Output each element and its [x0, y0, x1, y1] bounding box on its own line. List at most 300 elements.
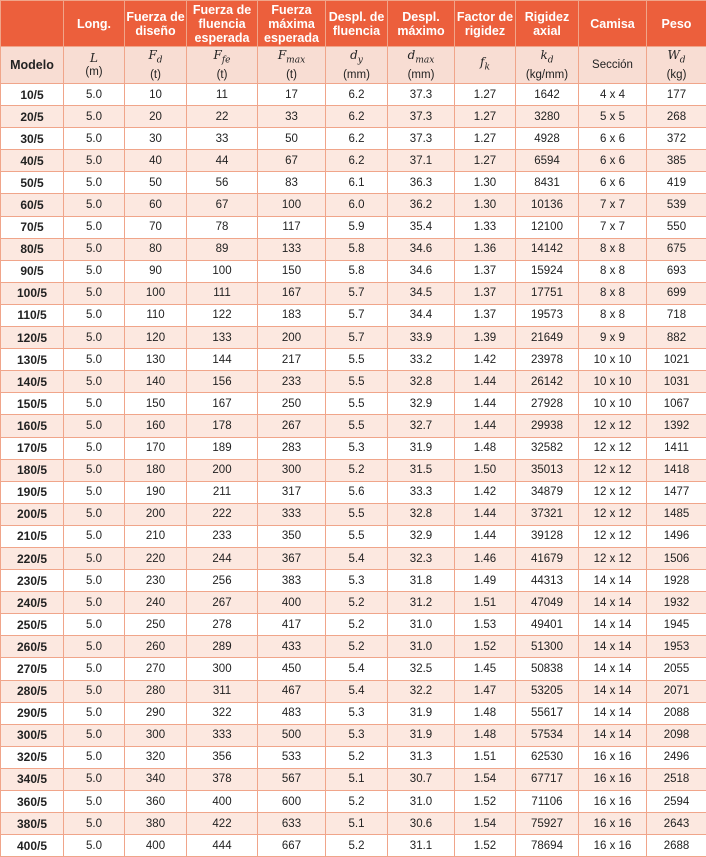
cell-stiffness-factor: 1.51 — [455, 592, 516, 614]
cell-sleeve-section: 12 x 12 — [579, 415, 647, 437]
cell-max-disp: 34.6 — [388, 260, 455, 282]
cell-model: 90/5 — [1, 260, 64, 282]
cell-model: 270/5 — [1, 658, 64, 680]
subheader-cell — [388, 47, 455, 84]
cell-yield-force: 222 — [187, 503, 258, 525]
cell-yield-force: 211 — [187, 481, 258, 503]
cell-max-force: 433 — [258, 636, 326, 658]
cell-yield-disp: 5.9 — [326, 216, 388, 238]
cell-yield-force: 256 — [187, 570, 258, 592]
cell-max-disp: 34.6 — [388, 238, 455, 260]
cell-max-force: 17 — [258, 84, 326, 106]
cell-yield-disp: 5.2 — [326, 835, 388, 857]
cell-design-force: 300 — [125, 724, 187, 746]
cell-axial-stiffness: 32582 — [516, 437, 579, 459]
unit-t: (t) — [125, 68, 186, 82]
cell-yield-force: 444 — [187, 835, 258, 857]
unit-m: (m) — [64, 65, 124, 79]
cell-length: 5.0 — [64, 415, 125, 437]
cell-axial-stiffness: 67717 — [516, 768, 579, 790]
cell-weight: 1477 — [647, 481, 706, 503]
cell-model: 20/5 — [1, 106, 64, 128]
cell-max-force: 367 — [258, 547, 326, 569]
cell-model: 400/5 — [1, 835, 64, 857]
cell-yield-disp: 5.7 — [326, 282, 388, 304]
table-row — [1, 658, 706, 680]
cell-model: 130/5 — [1, 349, 64, 371]
table-row — [1, 702, 706, 724]
cell-yield-force: 267 — [187, 592, 258, 614]
cell-sleeve-section: 6 x 6 — [579, 150, 647, 172]
subheader-cell — [258, 47, 326, 84]
cell-stiffness-factor: 1.44 — [455, 371, 516, 393]
cell-axial-stiffness: 71106 — [516, 791, 579, 813]
cell-sleeve-section: 16 x 16 — [579, 835, 647, 857]
cell-yield-force: 100 — [187, 260, 258, 282]
cell-yield-disp: 5.3 — [326, 724, 388, 746]
cell-model: 260/5 — [1, 636, 64, 658]
cell-weight: 2518 — [647, 768, 706, 790]
cell-stiffness-factor: 1.49 — [455, 570, 516, 592]
symbol-fk: $f_k$ — [455, 55, 515, 74]
cell-stiffness-factor: 1.54 — [455, 813, 516, 835]
cell-max-disp: 31.1 — [388, 835, 455, 857]
cell-sleeve-section: 10 x 10 — [579, 371, 647, 393]
cell-design-force: 250 — [125, 614, 187, 636]
cell-axial-stiffness: 17751 — [516, 282, 579, 304]
table-row — [1, 791, 706, 813]
cell-weight: 550 — [647, 216, 706, 238]
cell-max-disp: 33.3 — [388, 481, 455, 503]
symbol-Fmax: $F_{max}$ — [258, 48, 325, 67]
cell-weight: 882 — [647, 327, 706, 349]
cell-weight: 1496 — [647, 525, 706, 547]
cell-max-disp: 34.5 — [388, 282, 455, 304]
cell-design-force: 280 — [125, 680, 187, 702]
cell-weight: 2688 — [647, 835, 706, 857]
cell-yield-disp: 5.1 — [326, 813, 388, 835]
cell-yield-force: 33 — [187, 128, 258, 150]
header-row — [1, 1, 706, 47]
cell-yield-disp: 6.2 — [326, 84, 388, 106]
cell-stiffness-factor: 1.42 — [455, 481, 516, 503]
cell-weight: 539 — [647, 194, 706, 216]
cell-sleeve-section: 14 x 14 — [579, 702, 647, 724]
table-row — [1, 128, 706, 150]
table-row — [1, 680, 706, 702]
cell-length: 5.0 — [64, 194, 125, 216]
cell-stiffness-factor: 1.44 — [455, 415, 516, 437]
header-weight: Peso — [647, 1, 706, 47]
cell-weight: 1485 — [647, 503, 706, 525]
cell-axial-stiffness: 47049 — [516, 592, 579, 614]
cell-length: 5.0 — [64, 371, 125, 393]
cell-max-disp: 31.9 — [388, 702, 455, 724]
cell-max-force: 450 — [258, 658, 326, 680]
header-corner — [1, 1, 64, 47]
cell-sleeve-section: 10 x 10 — [579, 393, 647, 415]
table-row — [1, 813, 706, 835]
cell-stiffness-factor: 1.27 — [455, 128, 516, 150]
cell-stiffness-factor: 1.45 — [455, 658, 516, 680]
table-row — [1, 84, 706, 106]
cell-stiffness-factor: 1.30 — [455, 172, 516, 194]
cell-sleeve-section: 8 x 8 — [579, 282, 647, 304]
cell-length: 5.0 — [64, 525, 125, 547]
cell-length: 5.0 — [64, 680, 125, 702]
cell-axial-stiffness: 1642 — [516, 84, 579, 106]
cell-length: 5.0 — [64, 172, 125, 194]
cell-yield-force: 322 — [187, 702, 258, 724]
subheader-cell — [579, 47, 647, 84]
cell-axial-stiffness: 39128 — [516, 525, 579, 547]
cell-length: 5.0 — [64, 592, 125, 614]
cell-max-disp: 36.3 — [388, 172, 455, 194]
cell-max-disp: 31.0 — [388, 614, 455, 636]
cell-max-disp: 32.2 — [388, 680, 455, 702]
cell-max-force: 417 — [258, 614, 326, 636]
cell-model: 180/5 — [1, 459, 64, 481]
cell-model: 340/5 — [1, 768, 64, 790]
cell-weight: 693 — [647, 260, 706, 282]
cell-max-force: 267 — [258, 415, 326, 437]
cell-max-force: 150 — [258, 260, 326, 282]
cell-design-force: 20 — [125, 106, 187, 128]
cell-axial-stiffness: 3280 — [516, 106, 579, 128]
subheader-row — [1, 47, 706, 84]
cell-max-disp: 32.9 — [388, 393, 455, 415]
cell-sleeve-section: 16 x 16 — [579, 813, 647, 835]
cell-max-disp: 33.2 — [388, 349, 455, 371]
cell-yield-force: 156 — [187, 371, 258, 393]
table-row — [1, 371, 706, 393]
cell-max-disp: 31.5 — [388, 459, 455, 481]
cell-stiffness-factor: 1.36 — [455, 238, 516, 260]
cell-yield-force: 122 — [187, 304, 258, 326]
cell-axial-stiffness: 27928 — [516, 393, 579, 415]
cell-axial-stiffness: 12100 — [516, 216, 579, 238]
cell-sleeve-section: 10 x 10 — [579, 349, 647, 371]
cell-design-force: 170 — [125, 437, 187, 459]
cell-length: 5.0 — [64, 349, 125, 371]
cell-max-force: 350 — [258, 525, 326, 547]
cell-stiffness-factor: 1.37 — [455, 282, 516, 304]
cell-stiffness-factor: 1.48 — [455, 702, 516, 724]
cell-axial-stiffness: 51300 — [516, 636, 579, 658]
table-row — [1, 216, 706, 238]
cell-length: 5.0 — [64, 238, 125, 260]
cell-max-force: 467 — [258, 680, 326, 702]
cell-max-disp: 30.7 — [388, 768, 455, 790]
cell-yield-disp: 5.1 — [326, 768, 388, 790]
cell-yield-disp: 5.4 — [326, 547, 388, 569]
cell-max-disp: 32.5 — [388, 658, 455, 680]
cell-axial-stiffness: 10136 — [516, 194, 579, 216]
cell-sleeve-section: 14 x 14 — [579, 614, 647, 636]
cell-stiffness-factor: 1.30 — [455, 194, 516, 216]
cell-max-disp: 31.2 — [388, 592, 455, 614]
subheader-cell — [187, 47, 258, 84]
cell-yield-force: 89 — [187, 238, 258, 260]
cell-design-force: 340 — [125, 768, 187, 790]
cell-design-force: 220 — [125, 547, 187, 569]
cell-length: 5.0 — [64, 570, 125, 592]
cell-yield-disp: 5.3 — [326, 437, 388, 459]
cell-length: 5.0 — [64, 746, 125, 768]
cell-model: 40/5 — [1, 150, 64, 172]
cell-max-disp: 32.8 — [388, 371, 455, 393]
table-row — [1, 282, 706, 304]
table-row — [1, 415, 706, 437]
cell-length: 5.0 — [64, 106, 125, 128]
cell-model: 80/5 — [1, 238, 64, 260]
cell-design-force: 10 — [125, 84, 187, 106]
cell-length: 5.0 — [64, 260, 125, 282]
table-row — [1, 437, 706, 459]
cell-max-disp: 32.3 — [388, 547, 455, 569]
cell-max-disp: 37.3 — [388, 128, 455, 150]
table-row — [1, 150, 706, 172]
cell-stiffness-factor: 1.44 — [455, 393, 516, 415]
cell-weight: 2594 — [647, 791, 706, 813]
cell-yield-force: 278 — [187, 614, 258, 636]
cell-weight: 2098 — [647, 724, 706, 746]
cell-stiffness-factor: 1.44 — [455, 503, 516, 525]
cell-length: 5.0 — [64, 768, 125, 790]
cell-yield-disp: 5.4 — [326, 658, 388, 680]
subheader-cell — [516, 47, 579, 84]
unit-mm: (mm) — [326, 68, 387, 82]
cell-sleeve-section: 8 x 8 — [579, 238, 647, 260]
table-row — [1, 835, 706, 857]
cell-max-force: 100 — [258, 194, 326, 216]
cell-stiffness-factor: 1.48 — [455, 437, 516, 459]
cell-yield-disp: 5.3 — [326, 702, 388, 724]
cell-design-force: 200 — [125, 503, 187, 525]
cell-axial-stiffness: 8431 — [516, 172, 579, 194]
header-design-force: Fuerza de diseño — [125, 1, 187, 47]
cell-yield-force: 289 — [187, 636, 258, 658]
cell-model: 160/5 — [1, 415, 64, 437]
cell-length: 5.0 — [64, 835, 125, 857]
cell-max-disp: 32.8 — [388, 503, 455, 525]
cell-sleeve-section: 14 x 14 — [579, 592, 647, 614]
cell-length: 5.0 — [64, 791, 125, 813]
cell-stiffness-factor: 1.48 — [455, 724, 516, 746]
cell-design-force: 100 — [125, 282, 187, 304]
cell-sleeve-section: 4 x 4 — [579, 84, 647, 106]
cell-sleeve-section: 9 x 9 — [579, 327, 647, 349]
cell-weight: 2071 — [647, 680, 706, 702]
cell-yield-disp: 5.5 — [326, 349, 388, 371]
cell-model: 220/5 — [1, 547, 64, 569]
cell-yield-force: 311 — [187, 680, 258, 702]
unit-kg: (kg) — [647, 68, 706, 82]
cell-model: 170/5 — [1, 437, 64, 459]
table-row — [1, 194, 706, 216]
cell-axial-stiffness: 29938 — [516, 415, 579, 437]
symbol-kd: $k_d$ — [516, 48, 578, 67]
cell-stiffness-factor: 1.27 — [455, 150, 516, 172]
cell-model: 10/5 — [1, 84, 64, 106]
cell-weight: 419 — [647, 172, 706, 194]
cell-weight: 1021 — [647, 349, 706, 371]
cell-weight: 2055 — [647, 658, 706, 680]
cell-max-force: 600 — [258, 791, 326, 813]
cell-yield-disp: 5.4 — [326, 680, 388, 702]
header-stiffness-factor: Factor de rigidez — [455, 1, 516, 47]
cell-axial-stiffness: 14142 — [516, 238, 579, 260]
cell-sleeve-section: 7 x 7 — [579, 194, 647, 216]
table-row — [1, 459, 706, 481]
cell-stiffness-factor: 1.52 — [455, 791, 516, 813]
cell-sleeve-section: 16 x 16 — [579, 746, 647, 768]
cell-model: 120/5 — [1, 327, 64, 349]
cell-weight: 1928 — [647, 570, 706, 592]
cell-yield-force: 44 — [187, 150, 258, 172]
table-row — [1, 481, 706, 503]
cell-yield-force: 22 — [187, 106, 258, 128]
table-row — [1, 349, 706, 371]
table-row — [1, 570, 706, 592]
unit-kg-mm: (kg/mm) — [516, 68, 578, 82]
cell-model: 280/5 — [1, 680, 64, 702]
header-yield-disp: Despl. de fluencia — [326, 1, 388, 47]
cell-design-force: 90 — [125, 260, 187, 282]
cell-design-force: 190 — [125, 481, 187, 503]
subheader-cell — [647, 47, 706, 84]
cell-length: 5.0 — [64, 282, 125, 304]
cell-yield-force: 300 — [187, 658, 258, 680]
cell-sleeve-section: 14 x 14 — [579, 680, 647, 702]
cell-yield-force: 333 — [187, 724, 258, 746]
cell-model: 70/5 — [1, 216, 64, 238]
subheader-cell — [64, 47, 125, 84]
cell-length: 5.0 — [64, 216, 125, 238]
cell-max-disp: 31.9 — [388, 437, 455, 459]
cell-max-force: 283 — [258, 437, 326, 459]
cell-stiffness-factor: 1.27 — [455, 106, 516, 128]
cell-model: 210/5 — [1, 525, 64, 547]
cell-stiffness-factor: 1.51 — [455, 746, 516, 768]
cell-weight: 372 — [647, 128, 706, 150]
cell-axial-stiffness: 21649 — [516, 327, 579, 349]
cell-design-force: 130 — [125, 349, 187, 371]
cell-yield-disp: 5.8 — [326, 238, 388, 260]
header-axial-stiffness: Rigidez axial — [516, 1, 579, 47]
cell-length: 5.0 — [64, 636, 125, 658]
cell-design-force: 110 — [125, 304, 187, 326]
cell-yield-disp: 5.5 — [326, 525, 388, 547]
cell-max-disp: 31.8 — [388, 570, 455, 592]
table-body — [1, 84, 706, 857]
cell-design-force: 320 — [125, 746, 187, 768]
cell-stiffness-factor: 1.37 — [455, 260, 516, 282]
cell-yield-force: 56 — [187, 172, 258, 194]
cell-yield-disp: 5.3 — [326, 570, 388, 592]
cell-axial-stiffness: 23978 — [516, 349, 579, 371]
cell-length: 5.0 — [64, 481, 125, 503]
cell-yield-disp: 6.2 — [326, 106, 388, 128]
table-row — [1, 106, 706, 128]
unit-t: (t) — [258, 68, 325, 82]
cell-yield-force: 422 — [187, 813, 258, 835]
cell-model: 140/5 — [1, 371, 64, 393]
cell-sleeve-section: 12 x 12 — [579, 503, 647, 525]
cell-yield-force: 144 — [187, 349, 258, 371]
cell-weight: 177 — [647, 84, 706, 106]
cell-max-force: 217 — [258, 349, 326, 371]
cell-length: 5.0 — [64, 503, 125, 525]
cell-max-disp: 34.4 — [388, 304, 455, 326]
cell-weight: 1031 — [647, 371, 706, 393]
cell-design-force: 240 — [125, 592, 187, 614]
cell-stiffness-factor: 1.44 — [455, 525, 516, 547]
cell-stiffness-factor: 1.37 — [455, 304, 516, 326]
cell-model: 60/5 — [1, 194, 64, 216]
cell-axial-stiffness: 37321 — [516, 503, 579, 525]
cell-length: 5.0 — [64, 547, 125, 569]
cell-yield-disp: 5.5 — [326, 503, 388, 525]
cell-sleeve-section: 12 x 12 — [579, 459, 647, 481]
cell-yield-disp: 5.6 — [326, 481, 388, 503]
cell-design-force: 210 — [125, 525, 187, 547]
cell-length: 5.0 — [64, 658, 125, 680]
symbol-Ffe: $F_{fe}$ — [187, 48, 257, 67]
cell-yield-force: 11 — [187, 84, 258, 106]
cell-weight: 2088 — [647, 702, 706, 724]
cell-model: 300/5 — [1, 724, 64, 746]
cell-stiffness-factor: 1.52 — [455, 835, 516, 857]
cell-yield-disp: 5.8 — [326, 260, 388, 282]
cell-stiffness-factor: 1.50 — [455, 459, 516, 481]
cell-design-force: 140 — [125, 371, 187, 393]
symbol-Wd: $W_d$ — [647, 48, 706, 67]
cell-axial-stiffness: 53205 — [516, 680, 579, 702]
cell-yield-force: 133 — [187, 327, 258, 349]
unit-section: Sección — [579, 58, 646, 72]
cell-axial-stiffness: 41679 — [516, 547, 579, 569]
cell-yield-force: 400 — [187, 791, 258, 813]
cell-max-disp: 31.3 — [388, 746, 455, 768]
cell-yield-disp: 5.5 — [326, 371, 388, 393]
cell-max-force: 50 — [258, 128, 326, 150]
cell-length: 5.0 — [64, 84, 125, 106]
subheader-cell — [326, 47, 388, 84]
cell-model: 360/5 — [1, 791, 64, 813]
cell-weight: 1067 — [647, 393, 706, 415]
cell-length: 5.0 — [64, 724, 125, 746]
cell-sleeve-section: 14 x 14 — [579, 636, 647, 658]
subheader-cell — [455, 47, 516, 84]
cell-model: 250/5 — [1, 614, 64, 636]
cell-sleeve-section: 16 x 16 — [579, 768, 647, 790]
cell-sleeve-section: 16 x 16 — [579, 791, 647, 813]
cell-yield-force: 189 — [187, 437, 258, 459]
cell-sleeve-section: 8 x 8 — [579, 304, 647, 326]
table-row — [1, 503, 706, 525]
cell-yield-disp: 5.5 — [326, 393, 388, 415]
cell-max-force: 633 — [258, 813, 326, 835]
cell-max-force: 667 — [258, 835, 326, 857]
modelo-label: Modelo — [1, 47, 64, 84]
cell-max-disp: 35.4 — [388, 216, 455, 238]
table-row — [1, 327, 706, 349]
cell-max-disp: 31.0 — [388, 636, 455, 658]
cell-length: 5.0 — [64, 327, 125, 349]
cell-max-force: 67 — [258, 150, 326, 172]
cell-yield-disp: 5.2 — [326, 636, 388, 658]
